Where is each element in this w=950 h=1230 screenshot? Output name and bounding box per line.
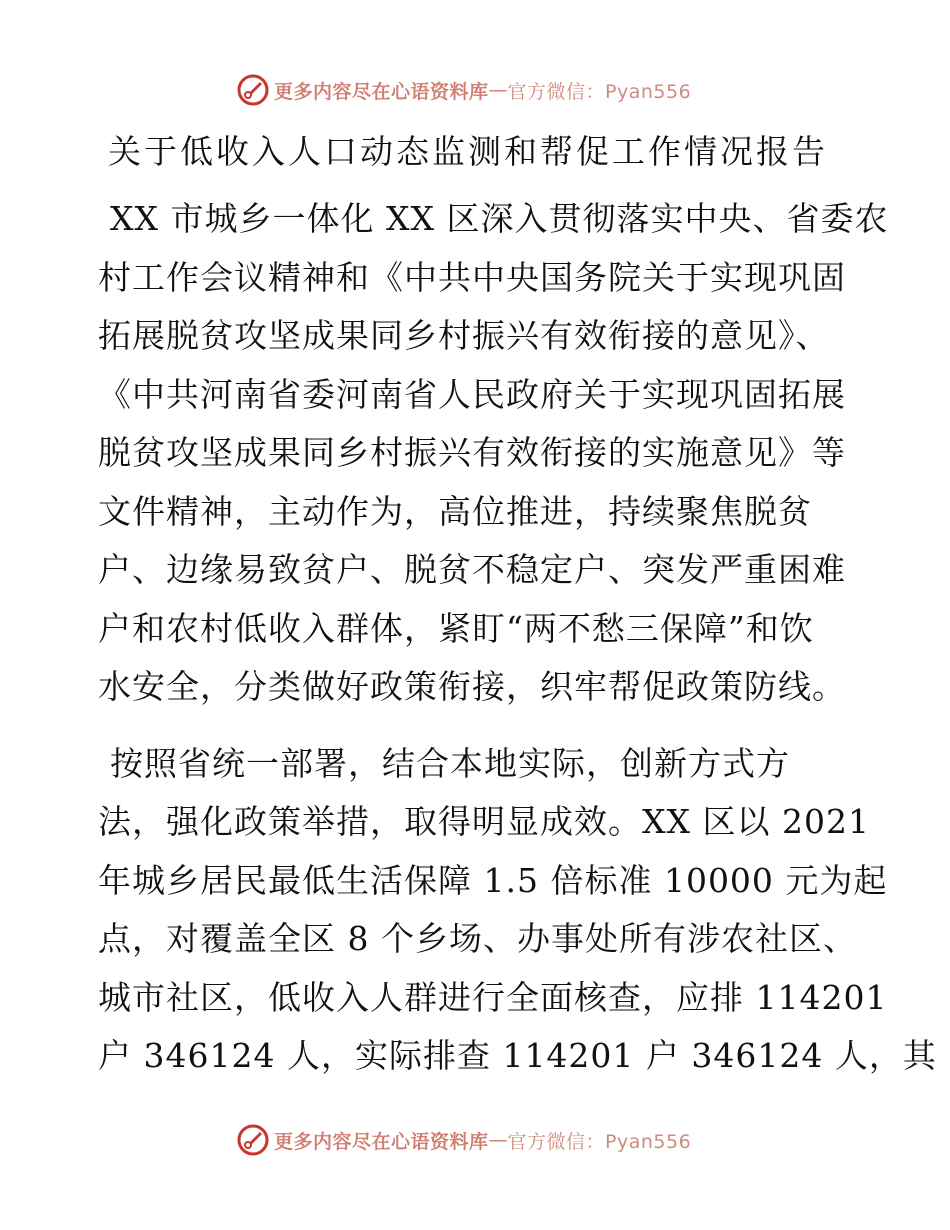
banner-separator: — xyxy=(488,79,508,101)
paragraph-line: 脱贫攻坚成果同乡村振兴有效衔接的实施意见》等 xyxy=(98,433,846,472)
site-name: 更多内容尽在心语资料库 xyxy=(274,80,489,103)
paragraph-line: 《中共河南省委河南省人民政府关于实现巩固拓展 xyxy=(98,375,846,414)
paragraph-line: 法，强化政策举措，取得明显成效。XX 区以 2021 xyxy=(98,802,870,841)
paragraph-line: 年城乡居民最低生活保障 1.5 倍标准 10000 元为起 xyxy=(98,861,888,900)
header-banner xyxy=(236,72,691,108)
paragraph-line: 点，对覆盖全区 8 个乡场、办事处所有涉农社区、 xyxy=(98,919,857,958)
logo-icon xyxy=(236,1123,270,1157)
paragraph-line: 水安全，分类做好政策衔接，织牢帮促政策防线。 xyxy=(98,667,846,706)
paragraph-line: 城市社区，低收入人群进行全面核查，应排 114201 xyxy=(98,978,888,1017)
banner-separator: — xyxy=(488,1129,508,1151)
paragraph-line: 户 346124 人，实际排查 114201 户 346124 人，其 xyxy=(98,1036,937,1075)
site-name: 更多内容尽在心语资料库 xyxy=(274,1130,489,1153)
paragraph-line: 户、边缘易致贫户、脱贫不稳定户、突发严重困难 xyxy=(98,550,846,589)
paragraph-line: XX 市城乡一体化 XX 区深入贯彻落实中央、省委农 xyxy=(110,199,889,238)
paragraph-line: 村工作会议精神和《中共中央国务院关于实现巩固 xyxy=(98,258,846,297)
footer-banner xyxy=(236,1122,691,1158)
wechat-contact: 官方微信：Pyan556 xyxy=(507,80,692,103)
logo-icon xyxy=(236,73,270,107)
paragraph-line: 文件精神，主动作为，高位推进，持续聚焦脱贫 xyxy=(98,492,812,531)
paragraph-line: 户和农村低收入群体，紧盯“两不愁三保障”和饮 xyxy=(98,609,814,648)
paragraph-line: 拓展脱贫攻坚成果同乡村振兴有效衔接的意见》、 xyxy=(98,316,830,355)
paragraph-line: 按照省统一部署，结合本地实际，创新方式方 xyxy=(110,744,790,783)
wechat-contact: 官方微信：Pyan556 xyxy=(507,1130,692,1153)
document-title: 关于低收入人口动态监测和帮促工作情况报告 xyxy=(108,132,828,171)
